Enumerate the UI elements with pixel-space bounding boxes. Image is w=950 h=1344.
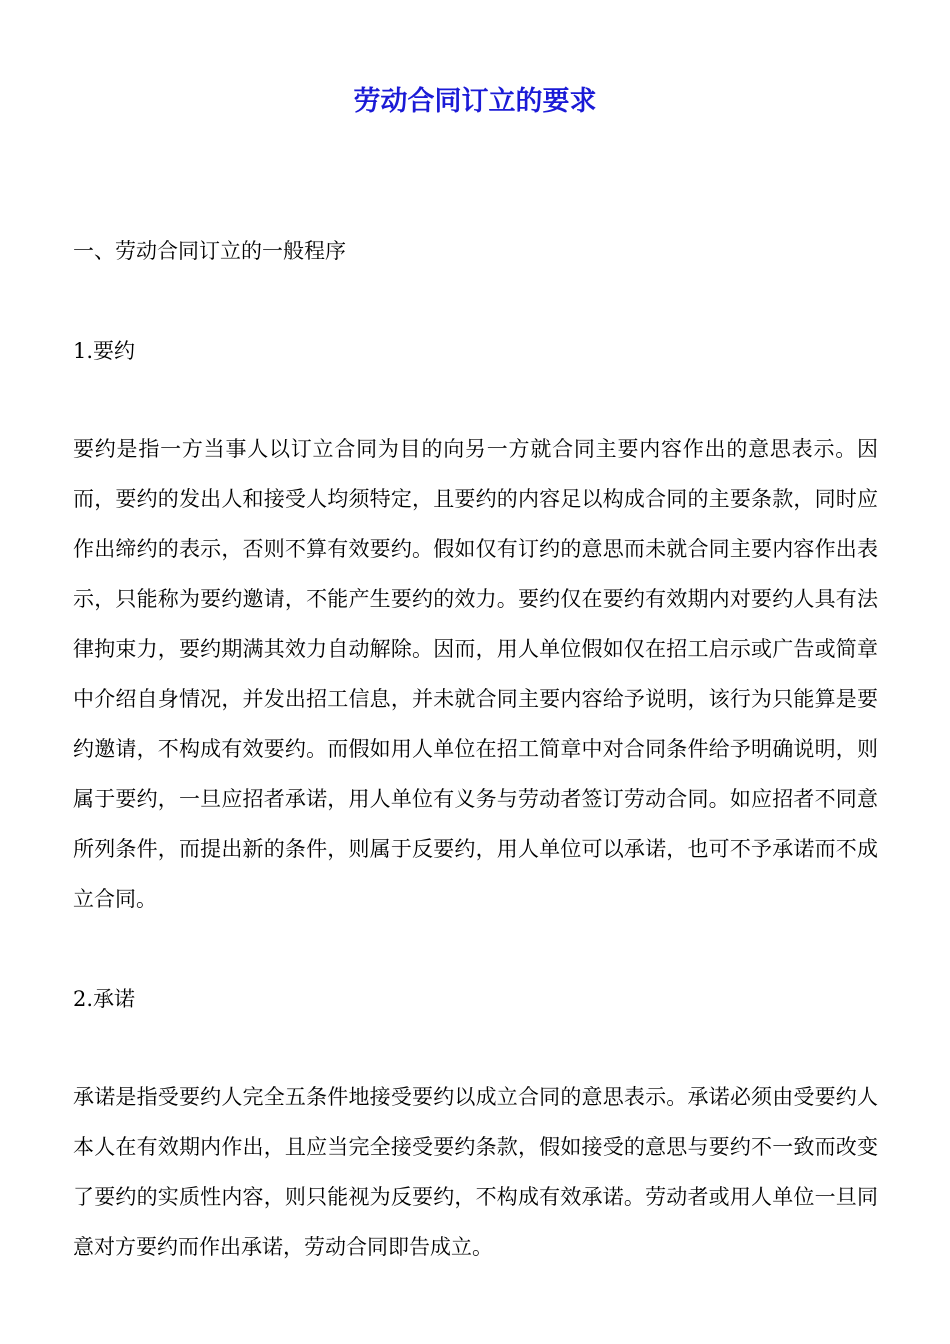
document-title: 劳动合同订立的要求 xyxy=(353,86,597,117)
paragraph-offer: 要约是指一方当事人以订立合同为目的向另一方就合同主要内容作出的意思表示。因而，要约的发出人和接受人均须特定，且要约的内容足以构成合同的主要条款，同时应作出缔约的表示，否则不算有效要约。假如仅有订约的意思而未就合同主要内容作出表示，只能称为要约邀请，不能产生要约的效力。要约仅在要约有效期内对要约人具有法律拘束力，要约期满其效力自动解除。因而，用人单位假如仅在招工启示或广告或简章中介绍自身情况，并发出招工信息，并未就合同主要内容给予说明，该行为只能算是要约邀请，不构成有效要约。而假如用人单位在招工简章中对合同条件给予明确说明，则属于要约，一旦应招者承诺，用人单位有义务与劳动者签订劳动合同。如应招者不同意所列条件，而提出新的条件，则属于反要约，用人单位可以承诺，也可不予承诺而不成立合同。 xyxy=(73,437,878,911)
subsection-heading-offer: 1.要约 xyxy=(73,339,136,363)
section-heading: 一、劳动合同订立的一般程序 xyxy=(73,239,346,263)
paragraph-acceptance: 承诺是指受要约人完全五条件地接受要约以成立合同的意思表示。承诺必须由受要约人本人在有效期内作出，且应当完全接受要约条款，假如接受的意思与要约不一致而改变了要约的实质性内容，则只能视为反要约，不构成有效承诺。劳动者或用人单位一旦同意对方要约而作出承诺，劳动合同即告成立。 xyxy=(73,1085,878,1259)
subsection-heading-acceptance: 2.承诺 xyxy=(73,987,136,1011)
